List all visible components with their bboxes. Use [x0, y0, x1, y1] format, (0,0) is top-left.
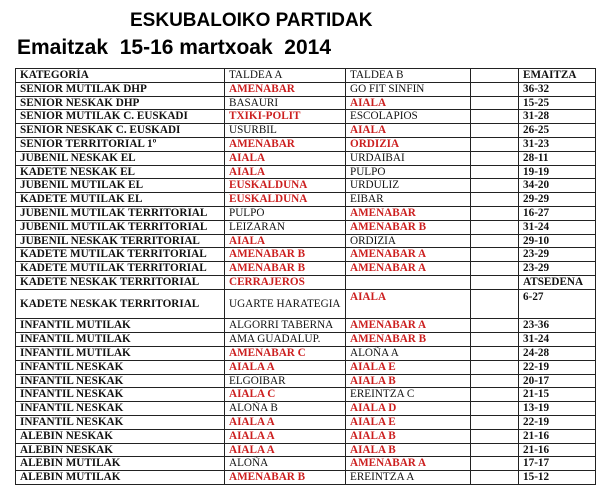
- blank-cell: [471, 206, 519, 220]
- team-b-cell: AMENABAR A: [346, 319, 471, 333]
- team-b-cell: EREINTZA A: [346, 471, 471, 485]
- team-a-cell: AMA GUADALUP.: [225, 333, 346, 347]
- header-result: EMAITZA: [519, 69, 596, 83]
- team-b-cell: AIALA E: [346, 415, 471, 429]
- category-cell: KADETE NESKAK EL: [16, 165, 225, 179]
- team-b-cell: AMENABAR A: [346, 457, 471, 471]
- table-row: [16, 82, 596, 96]
- table-row: [16, 96, 596, 110]
- category-cell: KADETE MUTILAK TERRITORIAL: [16, 248, 225, 262]
- blank-cell: [471, 415, 519, 429]
- table-row: [16, 402, 596, 416]
- category-cell: INFANTIL NESKAK: [16, 402, 225, 416]
- table-row: [16, 248, 596, 262]
- team-b-cell: AIALA: [346, 96, 471, 110]
- team-b-cell: ORDIZIA: [346, 234, 471, 248]
- result-cell: 26-25: [519, 124, 596, 138]
- category-cell: JUBENIL MUTILAK EL: [16, 179, 225, 193]
- table-row: [16, 289, 596, 319]
- result-cell: 20-17: [519, 374, 596, 388]
- document-title: ESKUBALOIKO PARTIDAK: [130, 10, 373, 31]
- blank-cell: [471, 110, 519, 124]
- category-cell: SENIOR NESKAK DHP: [16, 96, 225, 110]
- table-row: [16, 151, 596, 165]
- team-a-cell: CERRAJEROS: [225, 275, 346, 289]
- table-row: [16, 110, 596, 124]
- header-category: KATEGORÍA: [16, 69, 225, 83]
- category-cell: INFANTIL NESKAK: [16, 360, 225, 374]
- team-b-cell: AMENABAR A: [346, 262, 471, 276]
- category-cell: KADETE NESKAK TERRITORIAL: [16, 275, 225, 289]
- category-cell: INFANTIL MUTILAK: [16, 319, 225, 333]
- team-a-cell: ALOÑA: [225, 457, 346, 471]
- team-b-cell: EREINTZA C: [346, 388, 471, 402]
- blank-cell: [471, 374, 519, 388]
- team-b-cell: AMENABAR B: [346, 333, 471, 347]
- table-row: [16, 179, 596, 193]
- team-a-cell: AIALA: [225, 234, 346, 248]
- blank-cell: [471, 137, 519, 151]
- blank-cell: [471, 289, 519, 319]
- header-blank: [471, 69, 519, 83]
- result-cell: 22-19: [519, 415, 596, 429]
- result-cell: 21-16: [519, 443, 596, 457]
- team-b-cell: ORDIZIA: [346, 137, 471, 151]
- team-b-cell: URDULIZ: [346, 179, 471, 193]
- results-table: [15, 68, 596, 485]
- blank-cell: [471, 429, 519, 443]
- category-cell: SENIOR NESKAK C. EUSKADI: [16, 124, 225, 138]
- team-a-cell: AIALA A: [225, 443, 346, 457]
- result-cell: ATSEDENA: [519, 275, 596, 289]
- blank-cell: [471, 193, 519, 207]
- result-cell: 15-12: [519, 471, 596, 485]
- team-a-cell: PULPO: [225, 206, 346, 220]
- team-a-cell: AMENABAR: [225, 137, 346, 151]
- blank-cell: [471, 471, 519, 485]
- team-a-cell: LEIZARAN: [225, 220, 346, 234]
- blank-cell: [471, 443, 519, 457]
- blank-cell: [471, 96, 519, 110]
- category-cell: JUBENIL MUTILAK TERRITORIAL: [16, 220, 225, 234]
- table-row: [16, 319, 596, 333]
- blank-cell: [471, 124, 519, 138]
- blank-cell: [471, 402, 519, 416]
- blank-cell: [471, 388, 519, 402]
- table-row: [16, 262, 596, 276]
- team-a-cell: UGARTE HARATEGIA: [225, 289, 346, 319]
- team-a-cell: AMENABAR B: [225, 262, 346, 276]
- category-cell: JUBENIL NESKAK EL: [16, 151, 225, 165]
- category-cell: ALEBIN MUTILAK: [16, 457, 225, 471]
- team-a-cell: AMENABAR B: [225, 248, 346, 262]
- team-a-cell: ELGOIBAR: [225, 374, 346, 388]
- table-header-row: [16, 69, 596, 83]
- category-cell: INFANTIL NESKAK: [16, 374, 225, 388]
- table-row: [16, 415, 596, 429]
- team-a-cell: ALGORRI TABERNA: [225, 319, 346, 333]
- team-b-cell: AIALA: [346, 124, 471, 138]
- team-a-cell: AMENABAR C: [225, 346, 346, 360]
- team-a-cell: ALOÑA B: [225, 402, 346, 416]
- team-b-cell: AMENABAR: [346, 206, 471, 220]
- table-row: [16, 429, 596, 443]
- blank-cell: [471, 333, 519, 347]
- result-cell: 31-23: [519, 137, 596, 151]
- result-cell: 15-25: [519, 96, 596, 110]
- result-cell: 31-28: [519, 110, 596, 124]
- result-cell: 17-17: [519, 457, 596, 471]
- team-a-cell: AMENABAR: [225, 82, 346, 96]
- team-b-cell: AIALA E: [346, 360, 471, 374]
- team-b-cell: AMENABAR B: [346, 220, 471, 234]
- blank-cell: [471, 220, 519, 234]
- team-a-cell: AIALA: [225, 151, 346, 165]
- result-cell: 23-29: [519, 262, 596, 276]
- result-cell: 31-24: [519, 333, 596, 347]
- blank-cell: [471, 346, 519, 360]
- team-b-cell: AIALA B: [346, 443, 471, 457]
- blank-cell: [471, 360, 519, 374]
- team-b-cell: AMENABAR A: [346, 248, 471, 262]
- document-subtitle: Emaitzak 15-16 martxoak 2014: [17, 36, 332, 59]
- table-row: [16, 234, 596, 248]
- team-b-cell: PULPO: [346, 165, 471, 179]
- team-a-cell: AIALA A: [225, 360, 346, 374]
- table-row: [16, 471, 596, 485]
- category-cell: ALEBIN NESKAK: [16, 429, 225, 443]
- table-row: [16, 165, 596, 179]
- result-cell: 31-24: [519, 220, 596, 234]
- team-b-cell: GO FIT SINFIN: [346, 82, 471, 96]
- team-a-cell: TXIKI-POLIT: [225, 110, 346, 124]
- team-b-cell: AIALA: [346, 289, 471, 319]
- category-cell: SENIOR MUTILAK DHP: [16, 82, 225, 96]
- result-cell: 36-32: [519, 82, 596, 96]
- category-cell: SENIOR MUTILAK C. EUSKADI: [16, 110, 225, 124]
- team-a-cell: AIALA: [225, 165, 346, 179]
- table-row: [16, 360, 596, 374]
- table-row: [16, 333, 596, 347]
- result-cell: 21-15: [519, 388, 596, 402]
- blank-cell: [471, 179, 519, 193]
- category-cell: KADETE NESKAK TERRITORIAL: [16, 289, 225, 319]
- blank-cell: [471, 151, 519, 165]
- category-cell: JUBENIL NESKAK TERRITORIAL: [16, 234, 225, 248]
- blank-cell: [471, 319, 519, 333]
- result-cell: 21-16: [519, 429, 596, 443]
- category-cell: INFANTIL MUTILAK: [16, 346, 225, 360]
- table-row: [16, 124, 596, 138]
- team-b-cell: URDAIBAI: [346, 151, 471, 165]
- team-a-cell: BASAURI: [225, 96, 346, 110]
- team-a-cell: USURBIL: [225, 124, 346, 138]
- table-row: [16, 206, 596, 220]
- result-cell: 23-29: [519, 248, 596, 262]
- category-cell: JUBENIL MUTILAK TERRITORIAL: [16, 206, 225, 220]
- category-cell: INFANTIL NESKAK: [16, 415, 225, 429]
- team-b-cell: [346, 275, 471, 289]
- result-cell: 29-10: [519, 234, 596, 248]
- result-cell: 34-20: [519, 179, 596, 193]
- team-b-cell: AIALA B: [346, 429, 471, 443]
- category-cell: KADETE MUTILAK TERRITORIAL: [16, 262, 225, 276]
- team-a-cell: AIALA A: [225, 429, 346, 443]
- team-a-cell: EUSKALDUNA: [225, 179, 346, 193]
- team-b-cell: ALOÑA A: [346, 346, 471, 360]
- header-team-a: TALDEA A: [225, 69, 346, 83]
- blank-cell: [471, 165, 519, 179]
- team-b-cell: AIALA B: [346, 374, 471, 388]
- result-cell: 19-19: [519, 165, 596, 179]
- result-cell: 16-27: [519, 206, 596, 220]
- team-a-cell: AIALA A: [225, 415, 346, 429]
- result-cell: 13-19: [519, 402, 596, 416]
- table-row: [16, 374, 596, 388]
- result-cell: 6-27: [519, 289, 596, 319]
- table-row: [16, 443, 596, 457]
- category-cell: KADETE MUTILAK EL: [16, 193, 225, 207]
- result-cell: 29-29: [519, 193, 596, 207]
- blank-cell: [471, 234, 519, 248]
- result-cell: 28-11: [519, 151, 596, 165]
- blank-cell: [471, 275, 519, 289]
- result-cell: 23-36: [519, 319, 596, 333]
- category-cell: SENIOR TERRITORIAL 1º: [16, 137, 225, 151]
- category-cell: INFANTIL MUTILAK: [16, 333, 225, 347]
- table-row: [16, 388, 596, 402]
- category-cell: INFANTIL NESKAK: [16, 388, 225, 402]
- table-row: [16, 137, 596, 151]
- header-team-b: TALDEA B: [346, 69, 471, 83]
- team-b-cell: EIBAR: [346, 193, 471, 207]
- table-row: [16, 346, 596, 360]
- table-row: [16, 457, 596, 471]
- team-b-cell: ESCOLAPIOS: [346, 110, 471, 124]
- team-a-cell: AIALA C: [225, 388, 346, 402]
- blank-cell: [471, 262, 519, 276]
- team-a-cell: EUSKALDUNA: [225, 193, 346, 207]
- team-b-cell: AIALA D: [346, 402, 471, 416]
- blank-cell: [471, 457, 519, 471]
- table-row: [16, 193, 596, 207]
- category-cell: ALEBIN NESKAK: [16, 443, 225, 457]
- blank-cell: [471, 82, 519, 96]
- team-a-cell: AMENABAR B: [225, 471, 346, 485]
- result-cell: 24-28: [519, 346, 596, 360]
- category-cell: ALEBIN MUTILAK: [16, 471, 225, 485]
- blank-cell: [471, 248, 519, 262]
- table-row: [16, 275, 596, 289]
- table-row: [16, 220, 596, 234]
- result-cell: 22-19: [519, 360, 596, 374]
